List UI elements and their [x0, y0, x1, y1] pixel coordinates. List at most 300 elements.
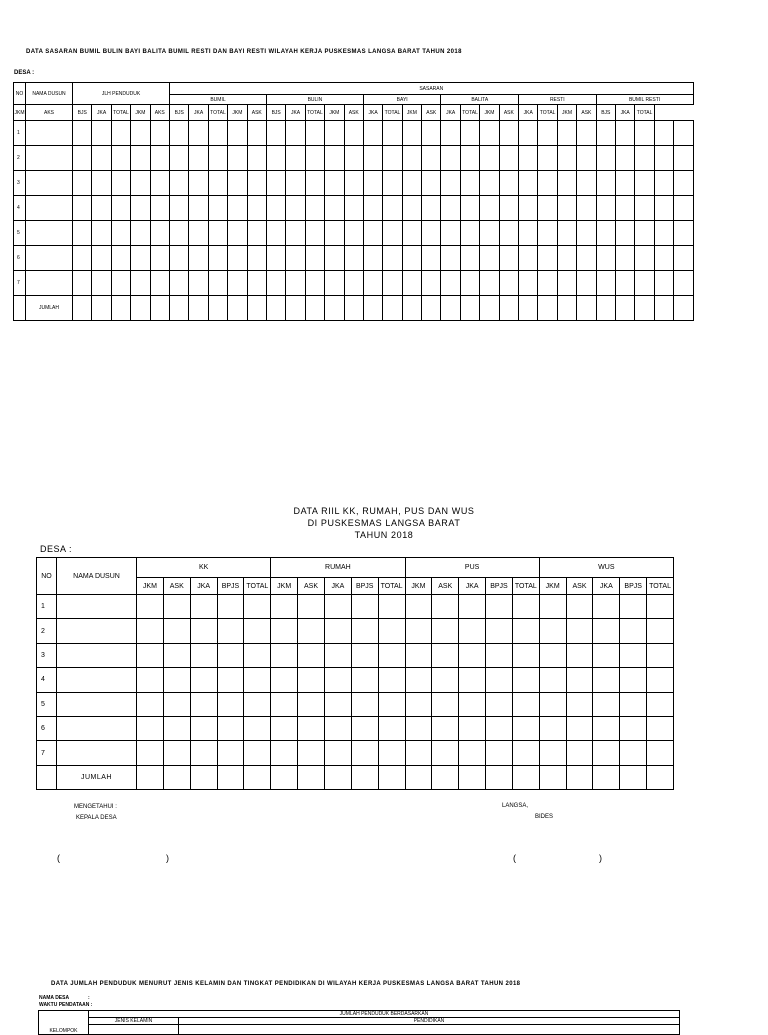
data-cell[interactable]: [432, 643, 459, 667]
data-cell[interactable]: [620, 668, 647, 692]
data-cell[interactable]: [405, 595, 432, 619]
data-cell[interactable]: [92, 271, 111, 296]
data-cell[interactable]: [674, 121, 693, 146]
data-cell[interactable]: [228, 121, 247, 146]
data-cell[interactable]: [247, 296, 266, 321]
data-cell[interactable]: [620, 643, 647, 667]
data-cell[interactable]: [131, 221, 150, 246]
data-cell[interactable]: [480, 171, 499, 196]
data-cell[interactable]: [432, 741, 459, 765]
data-cell[interactable]: [131, 171, 150, 196]
data-cell[interactable]: [402, 246, 421, 271]
data-cell[interactable]: [378, 668, 405, 692]
data-cell[interactable]: [615, 121, 634, 146]
data-cell[interactable]: [432, 619, 459, 643]
data-cell[interactable]: [512, 668, 539, 692]
data-cell[interactable]: [647, 741, 674, 765]
data-cell[interactable]: [512, 692, 539, 716]
data-cell[interactable]: [111, 246, 130, 271]
data-cell[interactable]: [577, 246, 596, 271]
data-cell[interactable]: [73, 196, 92, 221]
data-cell[interactable]: [305, 296, 324, 321]
data-cell[interactable]: [512, 619, 539, 643]
data-cell[interactable]: [654, 196, 673, 221]
data-cell[interactable]: [674, 246, 693, 271]
data-cell[interactable]: [593, 741, 620, 765]
data-cell[interactable]: [596, 271, 615, 296]
data-cell[interactable]: [635, 271, 654, 296]
data-cell[interactable]: [325, 146, 344, 171]
data-cell[interactable]: [298, 643, 325, 667]
data-cell[interactable]: [402, 271, 421, 296]
data-cell[interactable]: [620, 741, 647, 765]
data-cell[interactable]: [620, 716, 647, 740]
data-cell[interactable]: [271, 765, 298, 789]
data-cell[interactable]: [190, 619, 217, 643]
data-cell[interactable]: [635, 221, 654, 246]
data-cell[interactable]: [620, 619, 647, 643]
data-cell[interactable]: [566, 741, 593, 765]
data-cell[interactable]: [170, 121, 189, 146]
data-cell[interactable]: [460, 246, 479, 271]
data-cell[interactable]: [499, 246, 518, 271]
data-cell[interactable]: [217, 619, 244, 643]
data-cell[interactable]: [405, 668, 432, 692]
data-cell[interactable]: [499, 271, 518, 296]
data-cell[interactable]: [351, 741, 378, 765]
data-cell[interactable]: [305, 196, 324, 221]
data-cell[interactable]: [480, 221, 499, 246]
data-cell[interactable]: [620, 595, 647, 619]
data-cell[interactable]: [57, 668, 137, 692]
data-cell[interactable]: [325, 171, 344, 196]
data-cell[interactable]: [422, 271, 441, 296]
data-cell[interactable]: [163, 643, 190, 667]
data-cell[interactable]: [654, 246, 673, 271]
data-cell[interactable]: [57, 643, 137, 667]
data-cell[interactable]: [92, 246, 111, 271]
data-cell[interactable]: [286, 246, 305, 271]
data-cell[interactable]: [459, 668, 486, 692]
data-cell[interactable]: [635, 146, 654, 171]
data-cell[interactable]: [422, 146, 441, 171]
data-cell[interactable]: [324, 668, 351, 692]
data-cell[interactable]: [512, 595, 539, 619]
data-cell[interactable]: [111, 171, 130, 196]
data-cell[interactable]: [432, 716, 459, 740]
data-cell[interactable]: [189, 196, 208, 221]
data-cell[interactable]: [324, 741, 351, 765]
data-cell[interactable]: [577, 121, 596, 146]
data-cell[interactable]: [654, 271, 673, 296]
data-cell[interactable]: [111, 196, 130, 221]
data-cell[interactable]: [305, 146, 324, 171]
data-cell[interactable]: [519, 296, 538, 321]
data-cell[interactable]: [538, 196, 557, 221]
data-cell[interactable]: [324, 619, 351, 643]
data-cell[interactable]: [422, 171, 441, 196]
data-cell[interactable]: [405, 741, 432, 765]
data-cell[interactable]: [459, 619, 486, 643]
data-cell[interactable]: [298, 668, 325, 692]
data-cell[interactable]: [305, 246, 324, 271]
data-cell[interactable]: [26, 146, 73, 171]
data-cell[interactable]: [422, 221, 441, 246]
data-cell[interactable]: [615, 246, 634, 271]
data-cell[interactable]: [512, 741, 539, 765]
data-cell[interactable]: [351, 643, 378, 667]
data-cell[interactable]: [405, 692, 432, 716]
data-cell[interactable]: [92, 221, 111, 246]
data-cell[interactable]: [26, 196, 73, 221]
data-cell[interactable]: [557, 196, 576, 221]
data-cell[interactable]: [73, 121, 92, 146]
data-cell[interactable]: [577, 171, 596, 196]
data-cell[interactable]: [298, 716, 325, 740]
data-cell[interactable]: [538, 271, 557, 296]
data-cell[interactable]: [441, 246, 460, 271]
data-cell[interactable]: [92, 146, 111, 171]
data-cell[interactable]: [422, 121, 441, 146]
data-cell[interactable]: [405, 619, 432, 643]
data-cell[interactable]: [459, 643, 486, 667]
data-cell[interactable]: [163, 741, 190, 765]
data-cell[interactable]: [480, 196, 499, 221]
data-cell[interactable]: [57, 716, 137, 740]
data-cell[interactable]: [593, 595, 620, 619]
data-cell[interactable]: [247, 121, 266, 146]
data-cell[interactable]: [538, 296, 557, 321]
data-cell[interactable]: [344, 146, 363, 171]
data-cell[interactable]: [271, 716, 298, 740]
data-cell[interactable]: [208, 121, 227, 146]
data-cell[interactable]: [539, 692, 566, 716]
data-cell[interactable]: [577, 296, 596, 321]
data-cell[interactable]: [422, 196, 441, 221]
data-cell[interactable]: [615, 271, 634, 296]
data-cell[interactable]: [190, 716, 217, 740]
data-cell[interactable]: [378, 619, 405, 643]
data-cell[interactable]: [577, 196, 596, 221]
data-cell[interactable]: [131, 271, 150, 296]
data-cell[interactable]: [150, 171, 169, 196]
data-cell[interactable]: [596, 171, 615, 196]
data-cell[interactable]: [647, 716, 674, 740]
data-cell[interactable]: [189, 296, 208, 321]
data-cell[interactable]: [378, 643, 405, 667]
data-cell[interactable]: [170, 196, 189, 221]
data-cell[interactable]: [170, 246, 189, 271]
data-cell[interactable]: [344, 121, 363, 146]
data-cell[interactable]: [244, 765, 271, 789]
data-cell[interactable]: [460, 196, 479, 221]
data-cell[interactable]: [538, 221, 557, 246]
data-cell[interactable]: [519, 271, 538, 296]
data-cell[interactable]: [539, 765, 566, 789]
data-cell[interactable]: [189, 146, 208, 171]
data-cell[interactable]: [596, 196, 615, 221]
data-cell[interactable]: [593, 668, 620, 692]
data-cell[interactable]: [480, 146, 499, 171]
data-cell[interactable]: [92, 296, 111, 321]
data-cell[interactable]: [351, 619, 378, 643]
data-cell[interactable]: [402, 121, 421, 146]
data-cell[interactable]: [363, 121, 382, 146]
data-cell[interactable]: [137, 643, 164, 667]
data-cell[interactable]: [344, 246, 363, 271]
data-cell[interactable]: [286, 221, 305, 246]
data-cell[interactable]: [351, 595, 378, 619]
data-cell[interactable]: [499, 196, 518, 221]
data-cell[interactable]: [92, 121, 111, 146]
data-cell[interactable]: [635, 196, 654, 221]
data-cell[interactable]: [432, 692, 459, 716]
data-cell[interactable]: [383, 146, 402, 171]
data-cell[interactable]: [402, 196, 421, 221]
data-cell[interactable]: [596, 296, 615, 321]
data-cell[interactable]: [557, 171, 576, 196]
data-cell[interactable]: [480, 271, 499, 296]
data-cell[interactable]: [298, 619, 325, 643]
data-cell[interactable]: [674, 196, 693, 221]
data-cell[interactable]: [324, 765, 351, 789]
data-cell[interactable]: [137, 741, 164, 765]
data-cell[interactable]: [647, 619, 674, 643]
data-cell[interactable]: [111, 221, 130, 246]
data-cell[interactable]: [441, 196, 460, 221]
data-cell[interactable]: [131, 121, 150, 146]
data-cell[interactable]: [228, 246, 247, 271]
data-cell[interactable]: [344, 196, 363, 221]
data-cell[interactable]: [615, 146, 634, 171]
data-cell[interactable]: [208, 171, 227, 196]
data-cell[interactable]: [486, 595, 513, 619]
data-cell[interactable]: [286, 196, 305, 221]
data-cell[interactable]: [615, 296, 634, 321]
data-cell[interactable]: [647, 668, 674, 692]
data-cell[interactable]: [557, 146, 576, 171]
data-cell[interactable]: [480, 246, 499, 271]
data-cell[interactable]: [654, 146, 673, 171]
data-cell[interactable]: [459, 716, 486, 740]
data-cell[interactable]: [190, 643, 217, 667]
data-cell[interactable]: [402, 146, 421, 171]
data-cell[interactable]: [244, 716, 271, 740]
data-cell[interactable]: [137, 619, 164, 643]
data-cell[interactable]: [305, 221, 324, 246]
data-cell[interactable]: [647, 692, 674, 716]
data-cell[interactable]: [459, 692, 486, 716]
data-cell[interactable]: [486, 643, 513, 667]
data-cell[interactable]: [674, 221, 693, 246]
data-cell[interactable]: [208, 221, 227, 246]
data-cell[interactable]: [344, 171, 363, 196]
data-cell[interactable]: [557, 121, 576, 146]
data-cell[interactable]: [305, 271, 324, 296]
data-cell[interactable]: [383, 246, 402, 271]
data-cell[interactable]: [286, 146, 305, 171]
data-cell[interactable]: [539, 668, 566, 692]
data-cell[interactable]: [538, 171, 557, 196]
data-cell[interactable]: [566, 716, 593, 740]
data-cell[interactable]: [459, 741, 486, 765]
data-cell[interactable]: [190, 692, 217, 716]
data-cell[interactable]: [244, 692, 271, 716]
data-cell[interactable]: [378, 595, 405, 619]
data-cell[interactable]: [378, 716, 405, 740]
data-cell[interactable]: [111, 296, 130, 321]
data-cell[interactable]: [73, 296, 92, 321]
data-cell[interactable]: [557, 271, 576, 296]
data-cell[interactable]: [286, 296, 305, 321]
data-cell[interactable]: [325, 246, 344, 271]
data-cell[interactable]: [363, 296, 382, 321]
data-cell[interactable]: [170, 221, 189, 246]
data-cell[interactable]: [596, 221, 615, 246]
data-cell[interactable]: [460, 146, 479, 171]
data-cell[interactable]: [460, 171, 479, 196]
data-cell[interactable]: [405, 643, 432, 667]
data-cell[interactable]: [228, 196, 247, 221]
data-cell[interactable]: [57, 619, 137, 643]
data-cell[interactable]: [57, 692, 137, 716]
data-cell[interactable]: [674, 171, 693, 196]
data-cell[interactable]: [674, 296, 693, 321]
data-cell[interactable]: [325, 221, 344, 246]
data-cell[interactable]: [538, 146, 557, 171]
data-cell[interactable]: [111, 146, 130, 171]
data-cell[interactable]: [189, 221, 208, 246]
data-cell[interactable]: [131, 296, 150, 321]
data-cell[interactable]: [577, 271, 596, 296]
data-cell[interactable]: [266, 121, 285, 146]
data-cell[interactable]: [325, 196, 344, 221]
data-cell[interactable]: [298, 595, 325, 619]
data-cell[interactable]: [459, 595, 486, 619]
data-cell[interactable]: [163, 716, 190, 740]
data-cell[interactable]: [351, 668, 378, 692]
data-cell[interactable]: [654, 171, 673, 196]
data-cell[interactable]: [432, 765, 459, 789]
data-cell[interactable]: [228, 271, 247, 296]
data-cell[interactable]: [208, 296, 227, 321]
data-cell[interactable]: [208, 271, 227, 296]
data-cell[interactable]: [266, 171, 285, 196]
data-cell[interactable]: [150, 271, 169, 296]
data-cell[interactable]: [266, 196, 285, 221]
data-cell[interactable]: [635, 296, 654, 321]
data-cell[interactable]: [402, 171, 421, 196]
data-cell[interactable]: [325, 121, 344, 146]
data-cell[interactable]: [131, 246, 150, 271]
data-cell[interactable]: [441, 171, 460, 196]
data-cell[interactable]: [383, 171, 402, 196]
data-cell[interactable]: [566, 668, 593, 692]
data-cell[interactable]: [593, 716, 620, 740]
data-cell[interactable]: [244, 643, 271, 667]
data-cell[interactable]: [190, 668, 217, 692]
data-cell[interactable]: [26, 121, 73, 146]
data-cell[interactable]: [217, 643, 244, 667]
data-cell[interactable]: [363, 171, 382, 196]
data-cell[interactable]: [73, 171, 92, 196]
data-cell[interactable]: [441, 271, 460, 296]
data-cell[interactable]: [459, 765, 486, 789]
data-cell[interactable]: [539, 741, 566, 765]
data-cell[interactable]: [150, 296, 169, 321]
data-cell[interactable]: [615, 221, 634, 246]
data-cell[interactable]: [383, 296, 402, 321]
data-cell[interactable]: [577, 146, 596, 171]
data-cell[interactable]: [170, 171, 189, 196]
data-cell[interactable]: [137, 716, 164, 740]
data-cell[interactable]: [486, 765, 513, 789]
data-cell[interactable]: [73, 146, 92, 171]
data-cell[interactable]: [189, 271, 208, 296]
data-cell[interactable]: [131, 196, 150, 221]
data-cell[interactable]: [266, 221, 285, 246]
data-cell[interactable]: [593, 692, 620, 716]
data-cell[interactable]: [566, 643, 593, 667]
data-cell[interactable]: [351, 765, 378, 789]
data-cell[interactable]: [519, 196, 538, 221]
data-cell[interactable]: [519, 171, 538, 196]
data-cell[interactable]: [150, 246, 169, 271]
data-cell[interactable]: [244, 619, 271, 643]
data-cell[interactable]: [163, 619, 190, 643]
data-cell[interactable]: [163, 692, 190, 716]
data-cell[interactable]: [244, 741, 271, 765]
data-cell[interactable]: [324, 595, 351, 619]
data-cell[interactable]: [73, 221, 92, 246]
data-cell[interactable]: [324, 692, 351, 716]
data-cell[interactable]: [635, 246, 654, 271]
data-cell[interactable]: [383, 271, 402, 296]
data-cell[interactable]: [298, 765, 325, 789]
data-cell[interactable]: [286, 171, 305, 196]
data-cell[interactable]: [647, 643, 674, 667]
data-cell[interactable]: [26, 221, 73, 246]
data-cell[interactable]: [460, 121, 479, 146]
data-cell[interactable]: [344, 271, 363, 296]
data-cell[interactable]: [189, 246, 208, 271]
data-cell[interactable]: [170, 146, 189, 171]
data-cell[interactable]: [486, 619, 513, 643]
data-cell[interactable]: [247, 221, 266, 246]
data-cell[interactable]: [378, 741, 405, 765]
data-cell[interactable]: [266, 246, 285, 271]
data-cell[interactable]: [405, 716, 432, 740]
data-cell[interactable]: [383, 121, 402, 146]
data-cell[interactable]: [163, 765, 190, 789]
data-cell[interactable]: [363, 246, 382, 271]
data-cell[interactable]: [512, 716, 539, 740]
data-cell[interactable]: [480, 296, 499, 321]
data-cell[interactable]: [674, 271, 693, 296]
data-cell[interactable]: [405, 765, 432, 789]
data-cell[interactable]: [480, 121, 499, 146]
data-cell[interactable]: [422, 246, 441, 271]
data-cell[interactable]: [271, 668, 298, 692]
data-cell[interactable]: [363, 196, 382, 221]
data-cell[interactable]: [635, 171, 654, 196]
data-cell[interactable]: [298, 692, 325, 716]
data-cell[interactable]: [512, 643, 539, 667]
data-cell[interactable]: [378, 692, 405, 716]
data-cell[interactable]: [244, 595, 271, 619]
data-cell[interactable]: [150, 196, 169, 221]
data-cell[interactable]: [26, 171, 73, 196]
